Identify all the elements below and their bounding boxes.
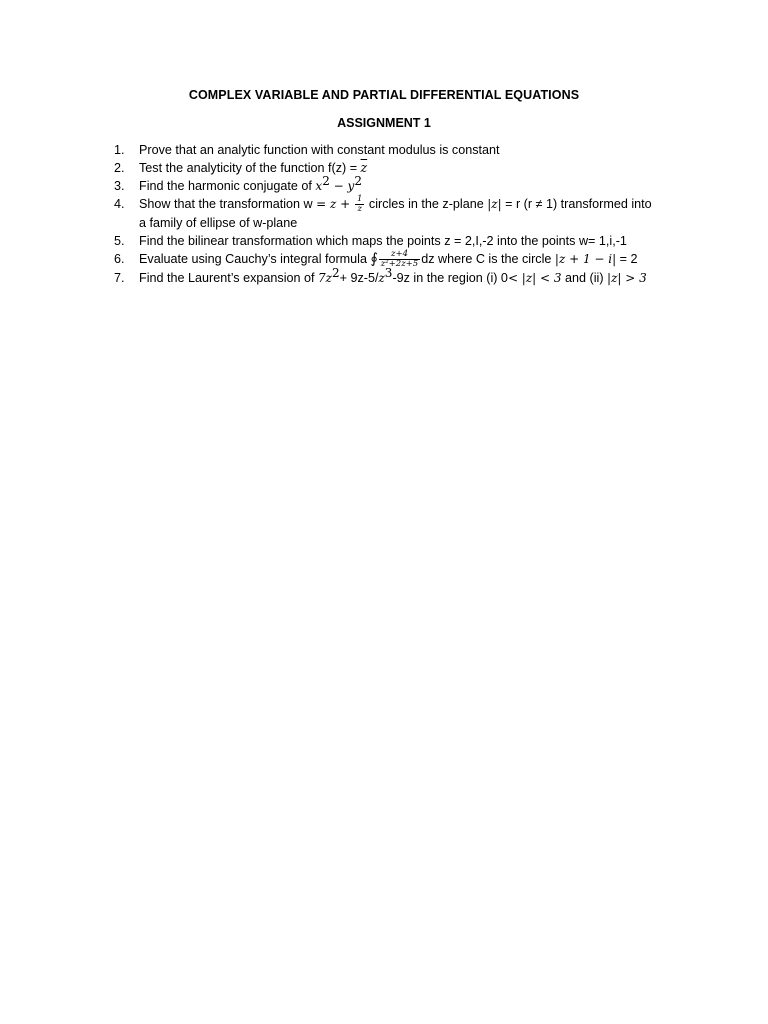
question-number: 4. xyxy=(114,197,125,211)
z-conjugate-symbol: $\overline{z}$ xyxy=(360,160,368,175)
question-list xyxy=(114,141,694,287)
math-fraction xyxy=(355,195,364,214)
question-4 xyxy=(114,195,694,232)
math-x: x xyxy=(315,179,323,193)
question-text-part: -9z in the region (i) 0 xyxy=(392,271,508,286)
math-exponent: 3 xyxy=(384,266,393,281)
question-3 xyxy=(114,174,694,195)
question-text: Show that the transformation w xyxy=(139,197,317,211)
math-region-2: |z| > 3 xyxy=(607,271,647,286)
contour-integral-symbol: ∮ xyxy=(370,251,378,268)
math-equation: = z + xyxy=(316,197,354,211)
assignment-heading: ASSIGNMENT 1 xyxy=(337,116,431,130)
math-region-1: < |z| < 3 xyxy=(507,271,562,286)
question-number: 2. xyxy=(114,161,125,175)
question-text: Test the analyticity of the function f(z) = xyxy=(139,161,361,175)
question-number: 3. xyxy=(114,179,125,193)
question-number: 5. xyxy=(114,234,125,249)
question-text-after: = r (r ≠ 1) transformed into xyxy=(501,197,652,211)
math-modulus: |z| xyxy=(487,197,502,211)
question-1 xyxy=(114,141,694,159)
question-5 xyxy=(114,232,694,250)
question-2 xyxy=(114,159,694,177)
math-exponent: 2 xyxy=(331,266,340,281)
question-text: Find the Laurent’s expansion of xyxy=(139,271,318,286)
document-title: COMPLEX VARIABLE AND PARTIAL DIFFERENTIAL EQUATIONS xyxy=(188,88,580,102)
math-circle-expression: |z + 1 − i| xyxy=(554,252,617,267)
question-text-part: + 9z-5/ xyxy=(339,271,379,286)
math-term: 7z xyxy=(318,271,332,286)
question-text-mid: dz where C is the circle xyxy=(421,252,555,267)
question-text-after: = 2 xyxy=(616,252,638,267)
question-text-line2: a family of ellipse of w-plane xyxy=(139,216,298,231)
math-term: z xyxy=(378,271,385,286)
fraction-numerator: z+4 xyxy=(390,249,408,260)
fraction-numerator: 1 xyxy=(356,194,363,205)
math-exponent: 2 xyxy=(354,174,362,188)
question-text-mid: circles in the z-plane xyxy=(365,197,488,211)
question-text: Evaluate using Cauchy’s integral formula xyxy=(139,252,371,267)
fraction-denominator: z xyxy=(357,204,362,215)
fraction-denominator: z²+2z+5 xyxy=(380,259,419,270)
question-6 xyxy=(114,250,694,269)
question-number: 7. xyxy=(114,271,125,286)
question-text: Find the bilinear transformation which maps the points z = 2,I,-2 into the points w= 1,i,-1 xyxy=(139,234,627,249)
math-minus: − xyxy=(329,179,348,193)
question-text: Find the harmonic conjugate of xyxy=(139,179,316,193)
math-exponent: 2 xyxy=(322,174,330,188)
math-y: y xyxy=(347,179,355,193)
question-7 xyxy=(114,266,694,287)
question-number: 6. xyxy=(114,252,125,267)
question-text-part: and (ii) xyxy=(561,271,608,286)
question-number: 1. xyxy=(114,143,125,157)
question-text: Prove that an analytic function with constant modulus is constant xyxy=(139,143,500,157)
